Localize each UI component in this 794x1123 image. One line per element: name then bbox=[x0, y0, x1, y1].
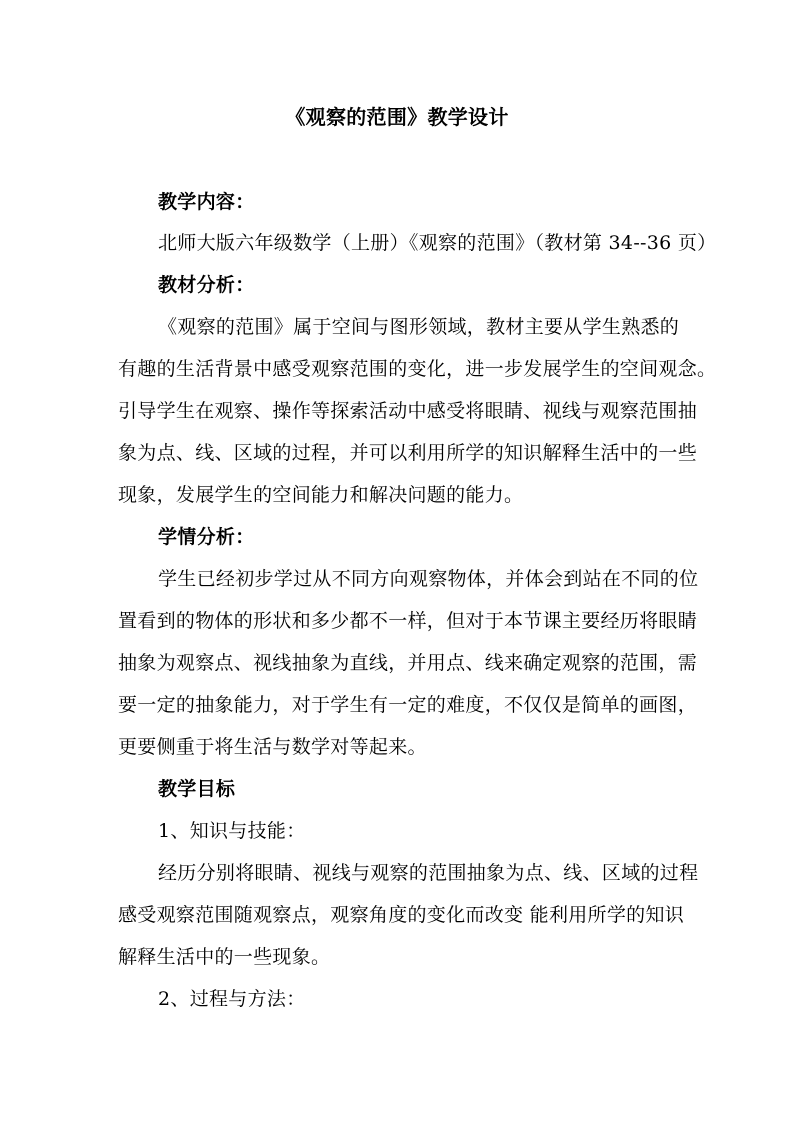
learner-line: 置看到的物体的形状和多少都不一样，但对于本节课主要经历将眼睛 bbox=[118, 610, 698, 632]
learner-line: 抽象为观察点、视线抽象为直线，并用点、线来确定观察的范围，需 bbox=[118, 652, 698, 674]
learner-line: 更要侧重于将生活与数学对等起来。 bbox=[118, 736, 427, 758]
goal2-heading: 2、过程与方法： bbox=[158, 988, 306, 1010]
goals-heading: 教学目标 bbox=[158, 778, 236, 800]
analysis-line: 象为点、线、区域的过程，并可以利用所学的知识解释生活中的一些 bbox=[118, 442, 698, 464]
analysis-line: 引导学生在观察、操作等探索活动中感受将眼睛、视线与观察范围抽 bbox=[118, 400, 698, 422]
content-text: 北师大版六年级数学（上册）《观察的范围》（教材第 34--36 页） bbox=[158, 232, 717, 254]
learner-line: 学生已经初步学过从不同方向观察物体，并体会到站在不同的位 bbox=[158, 568, 699, 590]
learner-line: 要一定的抽象能力，对于学生有一定的难度，不仅仅是简单的画图， bbox=[118, 694, 698, 716]
goal1-line: 感受观察范围随观察点，观察角度的变化而改变 能利用所学的知识 bbox=[118, 904, 685, 926]
goal1-heading: 1、知识与技能： bbox=[158, 820, 306, 842]
learner-heading: 学情分析： bbox=[158, 526, 255, 548]
document-title: 《观察的范围》教学设计 bbox=[285, 105, 509, 129]
analysis-line: 现象，发展学生的空间能力和解决问题的能力。 bbox=[118, 484, 524, 506]
goal1-line: 解释生活中的一些现象。 bbox=[118, 946, 331, 968]
analysis-line: 《观察的范围》属于空间与图形领域，教材主要从学生熟悉的 bbox=[158, 316, 680, 338]
analysis-line: 有趣的生活背景中感受观察范围的变化，进一步发展学生的空间观念。 bbox=[118, 358, 717, 380]
content-heading: 教学内容： bbox=[158, 191, 255, 213]
goal1-line: 经历分别将眼睛、视线与观察的范围抽象为点、线、区域的过程 bbox=[158, 862, 699, 884]
analysis-heading: 教材分析： bbox=[158, 274, 255, 296]
